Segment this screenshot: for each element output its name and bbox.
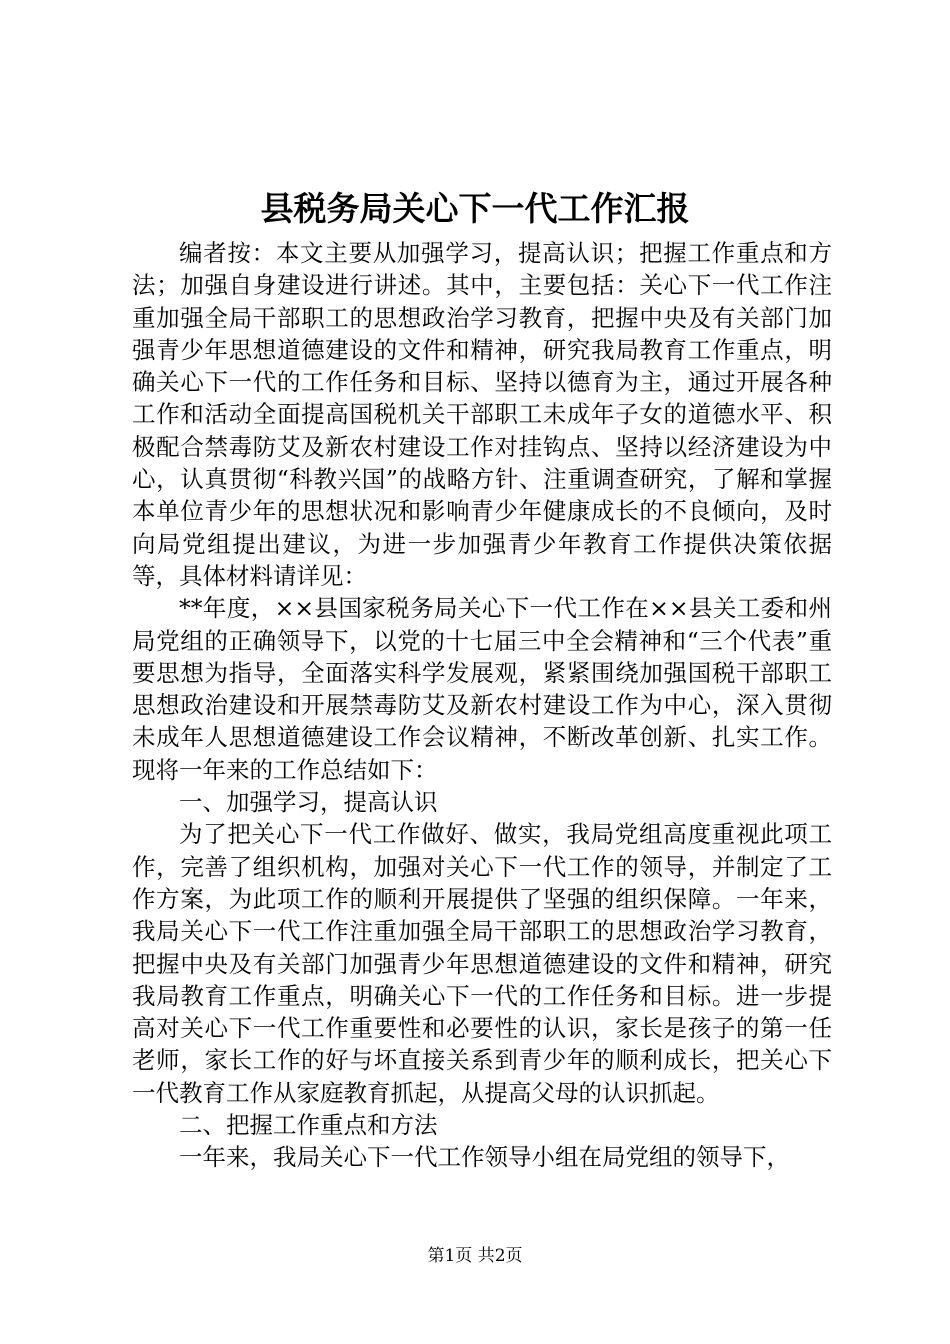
- section-1-paragraph: 为了把关心下一代工作做好、做实，我局党组高度重视此项工作，完善了组织机构，加强对关心下一代工作的领导，并制定了工作方案，为此项工作的顺利开展提供了坚强的组织保障。一年来，我局关心下一代工作注重加强全局干部职工的思想政治学习教育，把握中央及有关部门加强青少年思想道德建设的文件和精神，研究我局教育工作重点，明确关心下一代的工作任务和目标。进一步提高对关心下一代工作重要性和必要性的认识，家长是孩子的第一任老师，家长工作的好与坏直接关系到青少年的顺利成长，把关心下一代教育工作从家庭教育抓起，从提高父母的认识抓起。: [132, 820, 832, 1107]
- intro-paragraph: **年度，××县国家税务局关心下一代工作在××县关工委和州局党组的正确领导下，以党的十七届三中全会精神和“三个代表”重要思想为指导，全面落实科学发展观，紧紧围绕加强国税干部职工思想政治建设和开展禁毒防艾及新农村建设工作为中心，深入贯彻未成年人思想道德建设工作会议精神，不断改革创新、扎实工作。现将一年来的工作总结如下：: [132, 594, 832, 784]
- document-title: 县税务局关心下一代工作汇报: [260, 189, 690, 228]
- section-heading-2: 二、把握工作重点和方法: [179, 1111, 438, 1140]
- document-body: [132, 237, 832, 1174]
- section-2-paragraph: 一年来，我局关心下一代工作领导小组在局党组的领导下，: [179, 1143, 790, 1172]
- page-number-footer: 第1页 共2页: [427, 1246, 523, 1266]
- section-heading-1: 一、加强学习，提高认识: [179, 788, 438, 817]
- editor-note-paragraph: 编者按：本文主要从加强学习，提高认识；把握工作重点和方法；加强自身建设进行讲述。其中，主要包括：关心下一代工作注重加强全局干部职工的思想政治学习教育，把握中央及有关部门加强青少年思想道德建设的文件和精神，研究我局教育工作重点，明确关心下一代的工作任务和目标、坚持以德育为主，通过开展各种工作和活动全面提高国税机关干部职工未成年子女的道德水平、积极配合禁毒防艾及新农村建设工作对挂钩点、坚持以经济建设为中心，认真贯彻“科教兴国”的战略方针、注重调查研究，了解和掌握本单位青少年的思想状况和影响青少年健康成长的不良倾向，及时向局党组提出建议，为进一步加强青少年教育工作提供决策依据等，具体材料请详见：: [132, 239, 832, 590]
